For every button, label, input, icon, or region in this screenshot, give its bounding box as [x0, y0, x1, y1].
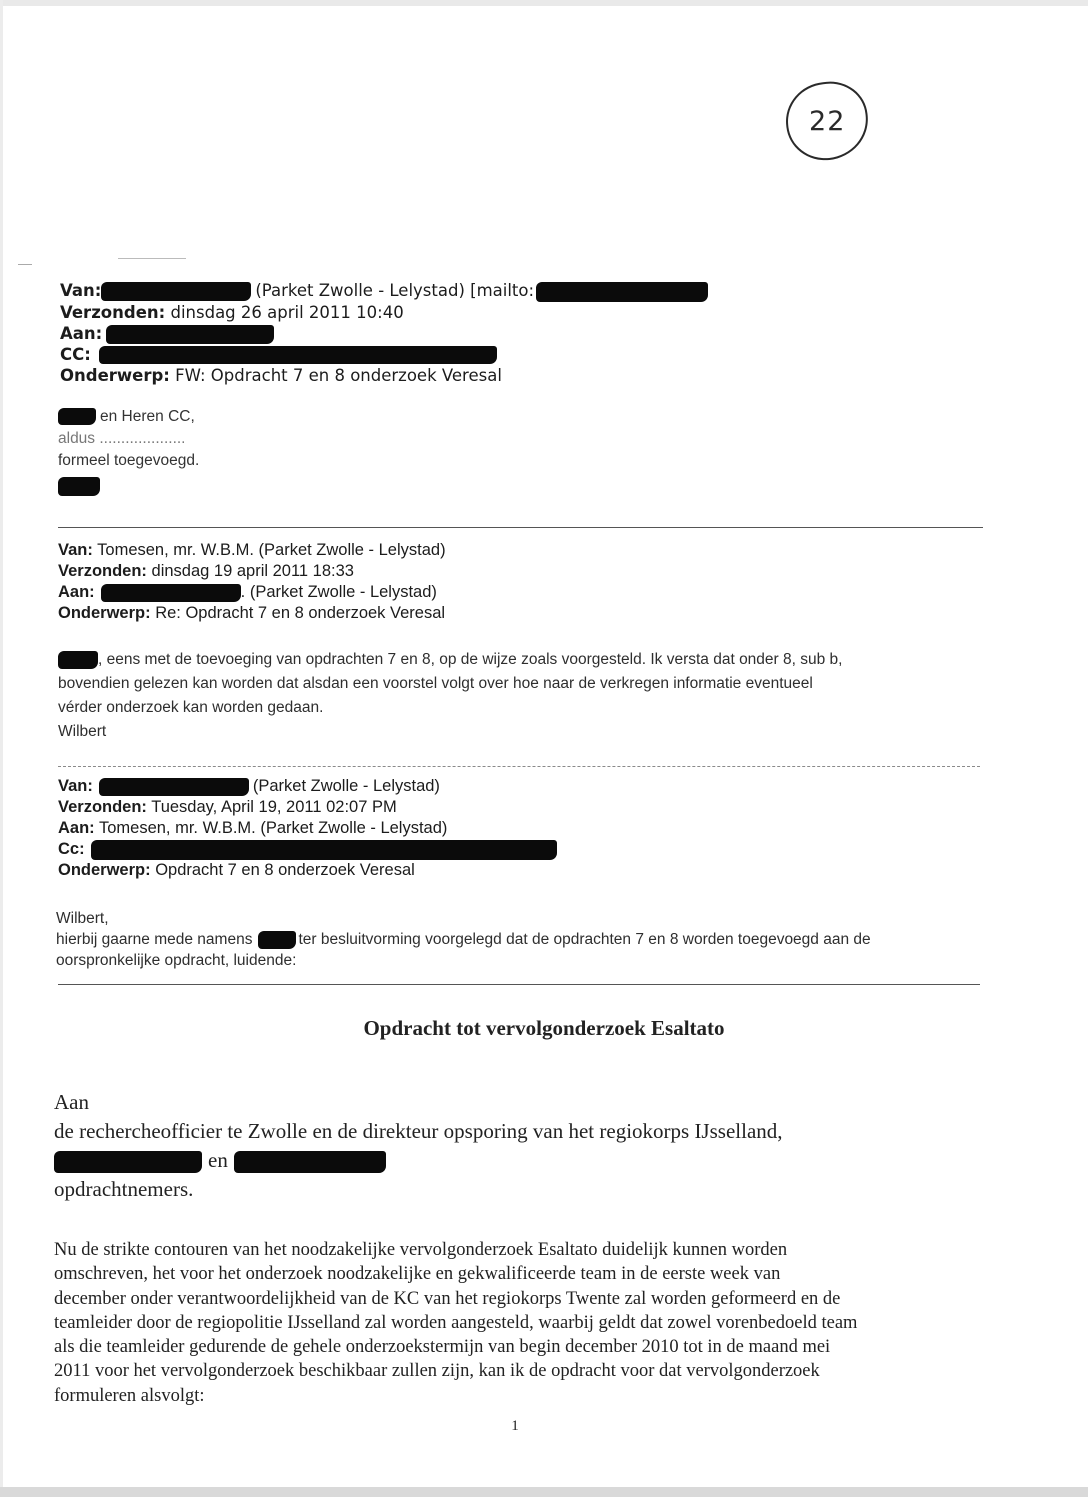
- email2-body: , eens met de toevoeging van opdrachten 7 en 8, op de wijze zoals voorgesteld. Ik versta dat onder 8, sub b, bovendien gelezen kan worden dat alsdan een voorstel volgt over hoe naar de verkregen informatie eventueel vérder onderzoek kan worden gedaan. Wilbert: [58, 651, 843, 740]
- scan-artifact: [18, 264, 32, 265]
- separator-line: [58, 984, 980, 985]
- letter-addressee: Aan de rechercheofficier te Zwolle en de direkteur opsporing van het regiokorps IJsselland, en opdrachtnemers.: [54, 1090, 783, 1201]
- email1-body: en Heren CC, aldus .................... formeel toegevoegd.: [58, 406, 199, 498]
- email1-cc: CC:: [60, 344, 708, 365]
- redaction-bar: [54, 1151, 202, 1173]
- page-number: 1: [511, 1418, 519, 1434]
- email1-from: Van: (Parket Zwolle - Lelystad) [mailto:: [60, 280, 708, 302]
- redaction-bar: [91, 840, 557, 860]
- scan-edge-top: [0, 0, 1088, 6]
- email1-sent: Verzonden: dinsdag 26 april 2011 10:40: [60, 302, 404, 322]
- redaction-bar: [58, 651, 98, 669]
- separator-line: [58, 766, 980, 767]
- email3-body: Wilbert, hierbij gaarne mede namens ter besluitvorming voorgelegd dat de opdrachten 7 en 8 worden toegevoegd aan de oorspronkelijke opdracht, luidende:: [56, 910, 871, 969]
- page-stamp-number: 22: [808, 105, 846, 137]
- redaction-bar: [58, 477, 100, 496]
- email1-header: [60, 280, 708, 386]
- redaction-bar: [99, 346, 497, 364]
- separator-line: [58, 527, 983, 528]
- scan-edge-bottom: [0, 1487, 1088, 1497]
- scan-artifact: [118, 258, 186, 259]
- redaction-bar: [99, 778, 249, 796]
- scan-edge-left: [0, 0, 3, 1497]
- email1-subject: Onderwerp: FW: Opdracht 7 en 8 onderzoek Veresal: [60, 365, 502, 385]
- letter-paragraph: Nu de strikte contouren van het noodzakelijke vervolgonderzoek Esaltato duidelijk kunnen worden omschreven, het voor het onderzoek noodzakelijke en gekwalificeerde team in de eerste week van december onder verantwoordelijkheid van de KC van het regiokorps Twente zal worden geformeerd en de teamleider door de regiopolitie IJsselland zal worden aangesteld, waarbij geldt dat zowel vorenbedoeld team als die teamleider gedurende de gehele onderzoekstermijn van begin december 2010 tot in de maand mei 2011 voor het vervolgonderzoek beschikbaar zullen zijn, kan ik de opdracht voor dat vervolgonderzoek formuleren alsvolgt:: [54, 1240, 858, 1406]
- redaction-bar: [58, 408, 96, 425]
- email3-header: Van: (Parket Zwolle - Lelystad) Verzonden: Tuesday, April 19, 2011 02:07 PM Aan: Tomesen, mr. W.B.M. (Parket Zwolle - Lelystad) Cc: Onderwerp: Opdracht 7 en 8 onderzoek Veresal: [58, 776, 557, 881]
- redaction-bar: [101, 584, 241, 602]
- redaction-bar: [101, 282, 251, 301]
- redaction-bar: [258, 931, 296, 949]
- email2-header: Van: Tomesen, mr. W.B.M. (Parket Zwolle - Lelystad) Verzonden: dinsdag 19 april 2011 18:33 Aan: . (Parket Zwolle - Lelystad) Onderwerp: Re: Opdracht 7 en 8 onderzoek Veresal: [58, 541, 446, 622]
- redaction-bar: [234, 1151, 386, 1173]
- handwritten-page-stamp: [782, 78, 872, 164]
- letter-title: Opdracht tot vervolgonderzoek Esaltato: [363, 1016, 725, 1040]
- email1-to: Aan:: [60, 323, 708, 344]
- redaction-bar: [536, 282, 708, 302]
- redaction-bar: [106, 325, 274, 344]
